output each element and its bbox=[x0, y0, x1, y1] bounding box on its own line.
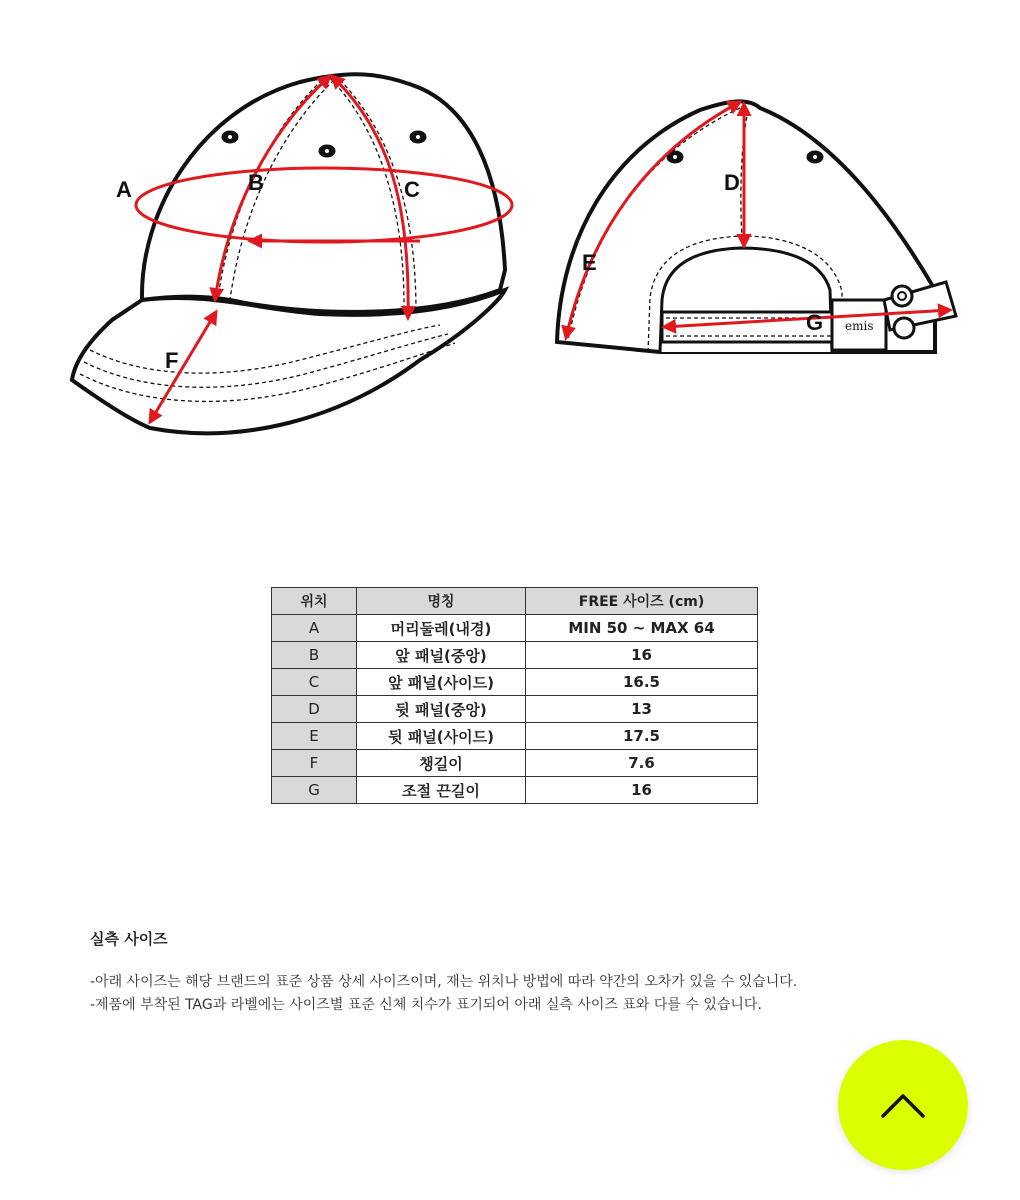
cap-measurement-diagram bbox=[0, 0, 1020, 500]
row-value: 17.5 bbox=[526, 723, 758, 750]
table-row bbox=[272, 669, 758, 696]
row-name: 앞 패널(사이드) bbox=[357, 669, 526, 696]
row-position: A bbox=[272, 615, 357, 642]
table-row bbox=[272, 750, 758, 777]
row-name: 앞 패널(중앙) bbox=[357, 642, 526, 669]
header-name: 명칭 bbox=[357, 588, 526, 615]
row-value: MIN 50 ~ MAX 64 bbox=[526, 615, 758, 642]
notes-title: 실측 사이즈 bbox=[90, 930, 168, 948]
row-value: 16.5 bbox=[526, 669, 758, 696]
row-value: 16 bbox=[526, 642, 758, 669]
note-line-2: -제품에 부착된 TAG과 라벨에는 사이즈별 표준 신체 치수가 표기되어 아래 실측 사이즈 표와 다를 수 있습니다. bbox=[90, 997, 762, 1013]
row-name: 뒷 패널(사이드) bbox=[357, 723, 526, 750]
row-position: C bbox=[272, 669, 357, 696]
row-value: 13 bbox=[526, 696, 758, 723]
row-name: 조절 끈길이 bbox=[357, 777, 526, 804]
label-e: E bbox=[582, 250, 597, 275]
row-name: 챙길이 bbox=[357, 750, 526, 777]
note-line-1: -아래 사이즈는 해당 브랜드의 표준 상품 상세 사이즈이며, 재는 위치나 방법에 따라 약간의 오차가 있을 수 있습니다. bbox=[90, 974, 798, 990]
table-header-row bbox=[272, 588, 758, 615]
row-position: G bbox=[272, 777, 357, 804]
label-d: D bbox=[724, 170, 740, 195]
header-position: 위치 bbox=[272, 588, 357, 615]
size-notes bbox=[90, 928, 970, 1017]
row-position: D bbox=[272, 696, 357, 723]
label-b: B bbox=[248, 170, 264, 195]
row-name: 뒷 패널(중앙) bbox=[357, 696, 526, 723]
label-g: G bbox=[806, 310, 824, 335]
strap-brand-text: emis bbox=[845, 319, 874, 333]
row-name: 머리둘레(내경) bbox=[357, 615, 526, 642]
row-value: 7.6 bbox=[526, 750, 758, 777]
table-row bbox=[272, 777, 758, 804]
row-value: 16 bbox=[526, 777, 758, 804]
row-position: E bbox=[272, 723, 357, 750]
label-a: A bbox=[116, 177, 132, 202]
scroll-to-top-button[interactable] bbox=[838, 1040, 968, 1170]
row-position: F bbox=[272, 750, 357, 777]
row-position: B bbox=[272, 642, 357, 669]
table-row bbox=[272, 642, 758, 669]
chevron-up-icon bbox=[880, 1091, 926, 1119]
label-f: F bbox=[165, 348, 179, 373]
table-row bbox=[272, 615, 758, 642]
table-row bbox=[272, 723, 758, 750]
size-table bbox=[271, 587, 758, 804]
front-cap-illustration bbox=[72, 74, 505, 433]
header-size: FREE 사이즈 (cm) bbox=[526, 588, 758, 615]
table-row bbox=[272, 696, 758, 723]
label-c: C bbox=[404, 177, 420, 202]
